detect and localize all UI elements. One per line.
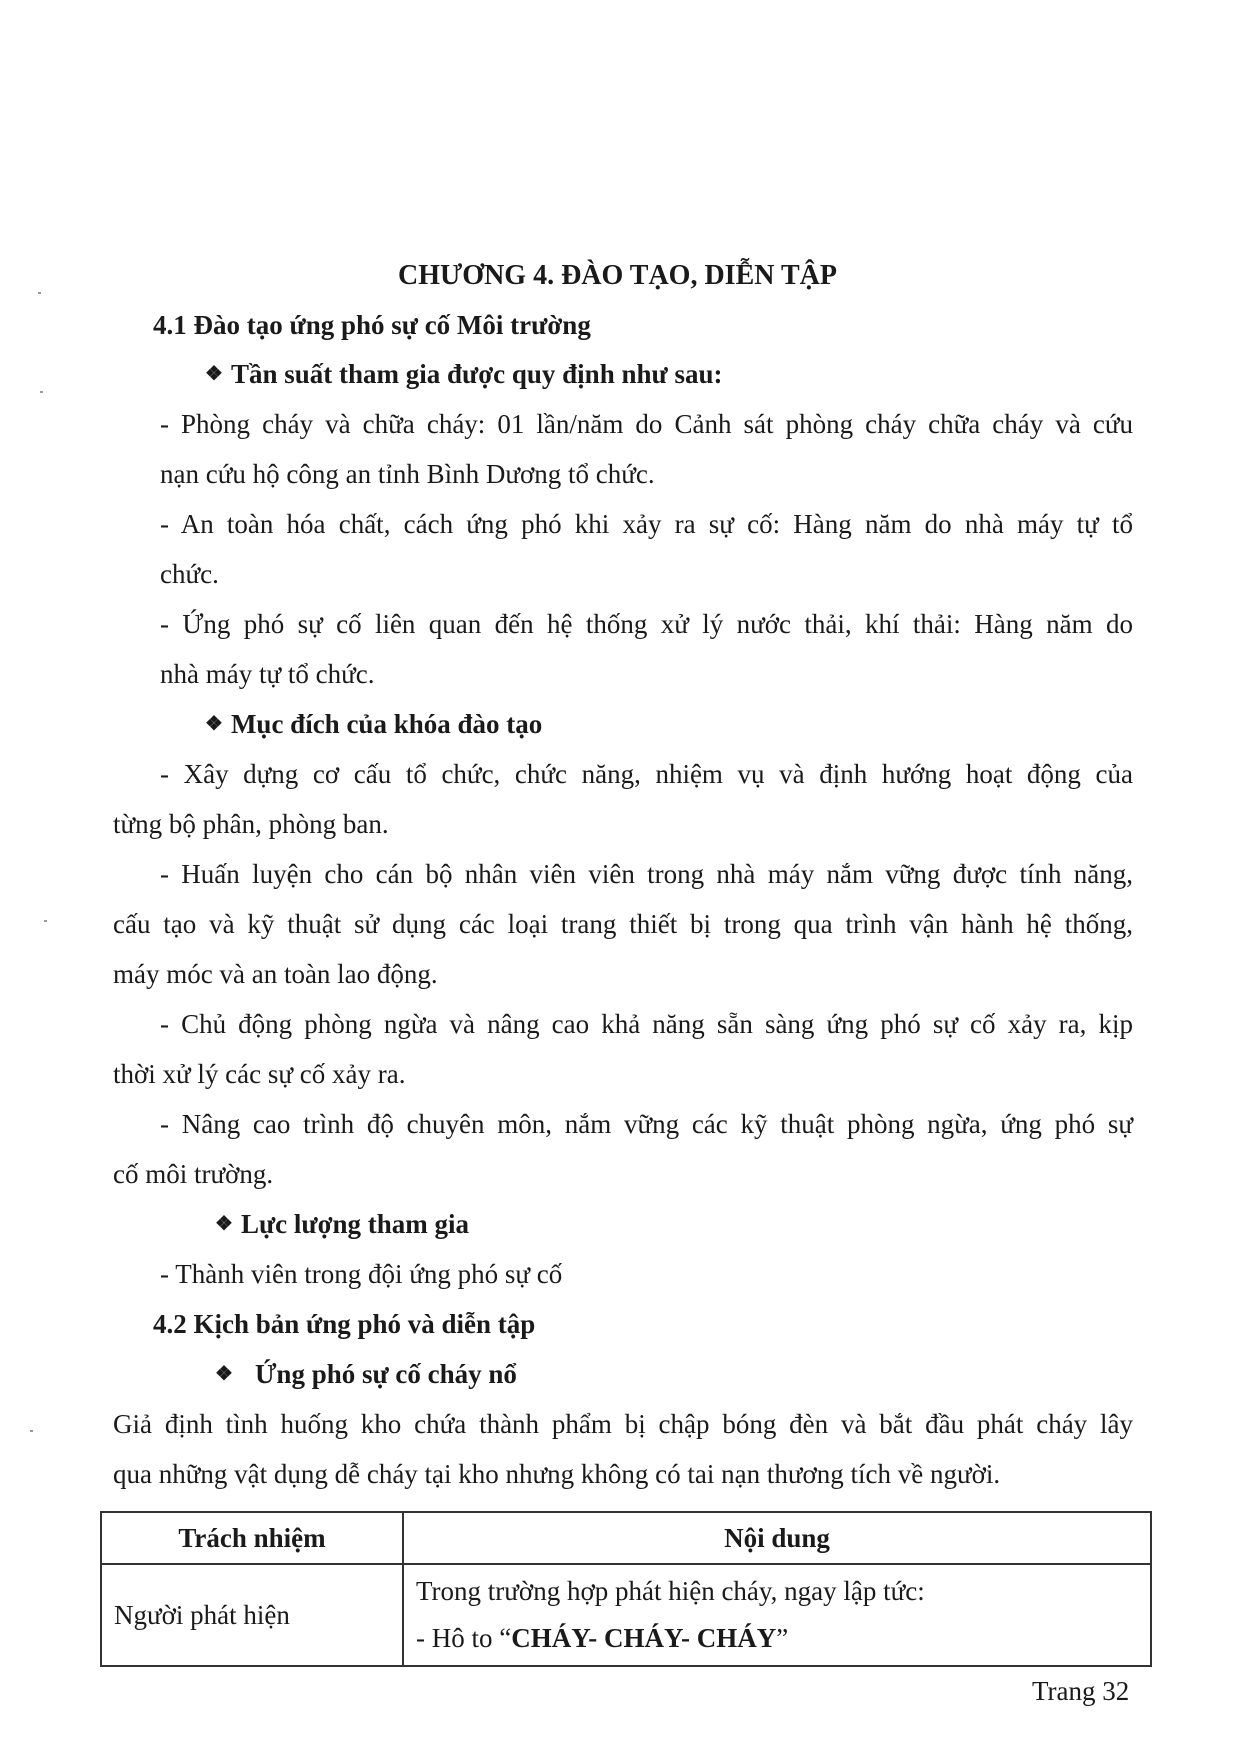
frequency-item-1-line1: - Phòng cháy và chữa cháy: 01 lần/năm do Cảnh sát phòng cháy chữa cháy và cứu [160, 409, 1133, 439]
frequency-item-3-line1: - Ứng phó sự cố liên quan đến hệ thống xử lý nước thải, khí thải: Hàng năm do [160, 609, 1133, 639]
frequency-subheading-text: Tần suất tham gia được quy định như sau: [230, 359, 723, 389]
table-header-content: Nội dung [403, 1512, 1151, 1564]
purpose-item-1-line2: từng bộ phân, phòng ban. [113, 809, 389, 839]
table-header-row [101, 1512, 1151, 1564]
purpose-item-4-line1: - Nâng cao trình độ chuyên môn, nắm vững các kỹ thuật phòng ngừa, ứng phó sự [160, 1109, 1133, 1139]
force-subheading [215, 1211, 469, 1238]
frequency-subheading [205, 361, 722, 388]
table-row [101, 1564, 1151, 1666]
section-heading-4-1: 4.1 Đào tạo ứng phó sự cố Môi trường [153, 310, 591, 340]
content-line1: Trong trường hợp phát hiện cháy, ngay lập tức: [416, 1575, 925, 1606]
scenario-line2: qua những vật dụng dễ cháy tại kho nhưng không có tai nạn thương tích về người. [113, 1459, 1001, 1489]
frequency-item-2-line1: - An toàn hóa chất, cách ứng phó khi xảy ra sự cố: Hàng năm do nhà máy tự tổ [160, 509, 1133, 539]
purpose-item-2-line2: cấu tạo và kỹ thuật sử dụng các loại trang thiết bị trong qua trình vận hành hệ thống, [113, 909, 1133, 939]
table-cell-responsibility: Người phát hiện [101, 1564, 403, 1666]
content-line2 [416, 1615, 1150, 1662]
diamond-bullet-icon: ❖ [205, 713, 223, 735]
scan-speck [30, 1430, 33, 1432]
frequency-item-2-line2: chức. [160, 559, 219, 589]
scan-speck [40, 391, 43, 393]
purpose-subheading-text: Mục đích của khóa đào tạo [230, 709, 543, 739]
fire-subheading-text: Ứng phó sự cố cháy nổ [254, 1359, 517, 1389]
diamond-bullet-icon: ❖ [215, 1213, 233, 1235]
purpose-subheading [205, 711, 542, 738]
purpose-item-4-line2: cố môi trường. [113, 1159, 274, 1189]
scenario-line1: Giả định tình huống kho chứa thành phẩm bị chập bóng đèn và bắt đầu phát cháy lây [113, 1409, 1133, 1439]
purpose-item-1-line1: - Xây dựng cơ cấu tổ chức, chức năng, nhiệm vụ và định hướng hoạt động của [160, 759, 1133, 789]
responsibility-table [100, 1511, 1152, 1667]
page-number: Trang 32 [1032, 1676, 1130, 1706]
purpose-item-2-line1: - Huấn luyện cho cán bộ nhân viên viên trong nhà máy nắm vững được tính năng, [160, 859, 1133, 889]
content-suffix: ” [776, 1623, 789, 1653]
section-heading-4-2: 4.2 Kịch bản ứng phó và diễn tập [153, 1309, 536, 1339]
content-strong: CHÁY- CHÁY- CHÁY [511, 1623, 777, 1653]
content-prefix: - Hô to “ [416, 1623, 512, 1653]
scan-speck [44, 920, 47, 922]
scan-speck [38, 292, 41, 294]
fire-subheading [215, 1361, 517, 1388]
force-item: - Thành viên trong đội ứng phó sự cố [160, 1259, 563, 1289]
diamond-bullet-icon: ❖ [215, 1363, 233, 1385]
force-subheading-text: Lực lượng tham gia [240, 1209, 470, 1239]
chapter-title: CHƯƠNG 4. ĐÀO TẠO, DIỄN TẬP [398, 260, 837, 291]
frequency-item-1-line2: nạn cứu hộ công an tỉnh Bình Dương tổ chức. [160, 459, 655, 489]
frequency-item-3-line2: nhà máy tự tổ chức. [160, 659, 375, 689]
diamond-bullet-icon: ❖ [205, 363, 223, 385]
table-cell-content [403, 1564, 1151, 1666]
table-header-responsibility: Trách nhiệm [101, 1512, 403, 1564]
purpose-item-3-line1: - Chủ động phòng ngừa và nâng cao khả năng sẵn sàng ứng phó sự cố xảy ra, kịp [160, 1009, 1133, 1039]
purpose-item-2-line3: máy móc và an toàn lao động. [113, 959, 438, 989]
purpose-item-3-line2: thời xử lý các sự cố xảy ra. [113, 1059, 406, 1089]
